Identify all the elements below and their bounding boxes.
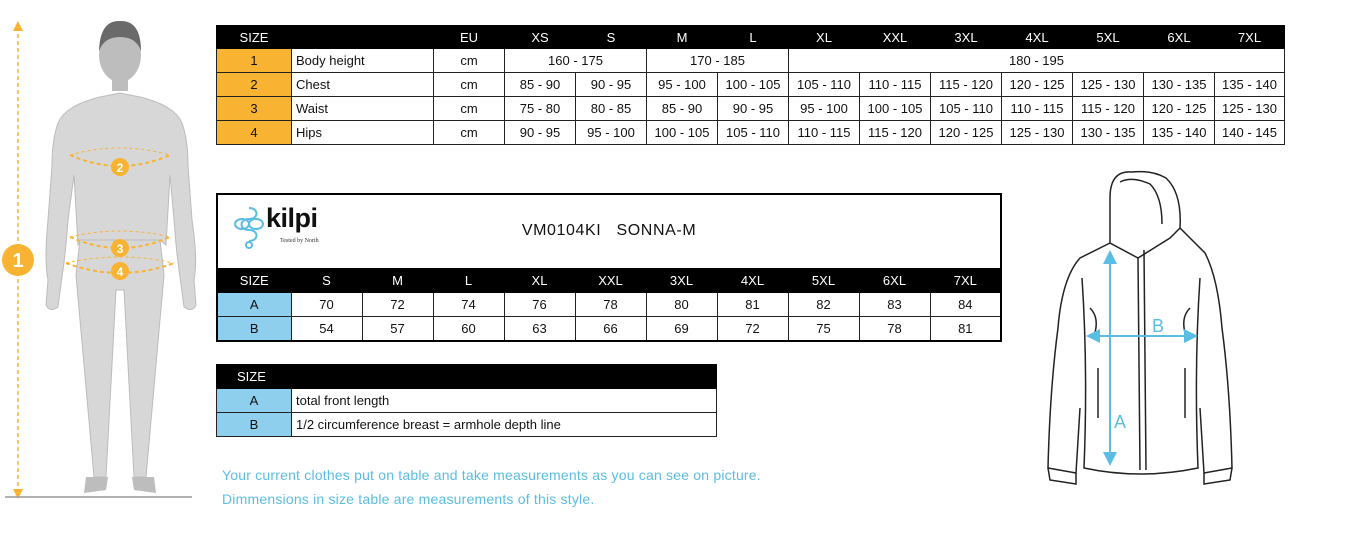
- unit-cell: cm: [434, 49, 505, 73]
- measurement-label-cell: B: [217, 413, 292, 437]
- size-value-cell: 95 - 100: [647, 73, 718, 97]
- measurement-description-cell: 1/2 circumference breast = armhole depth line: [292, 413, 717, 437]
- size-value-cell: 80: [646, 293, 717, 317]
- product-header-cell: 4XL: [717, 269, 788, 293]
- size-value-cell: 75 - 80: [505, 97, 576, 121]
- svg-text:2: 2: [116, 161, 124, 175]
- unit-cell: cm: [434, 73, 505, 97]
- row-number-cell: 3: [217, 97, 292, 121]
- size-value-cell: 84: [930, 293, 1001, 317]
- size-value-cell: 115 - 120: [931, 73, 1002, 97]
- general-size-table: [216, 25, 1285, 145]
- size-value-cell: 81: [717, 293, 788, 317]
- size-value-cell: 120 - 125: [931, 121, 1002, 145]
- size-value-cell: 100 - 105: [718, 73, 789, 97]
- size-value-cell: 90 - 95: [505, 121, 576, 145]
- size-value-cell: 120 - 125: [1002, 73, 1073, 97]
- general-header-cell: XL: [789, 26, 860, 49]
- size-value-cell: 140 - 145: [1215, 121, 1285, 145]
- svg-text:4: 4: [116, 265, 124, 279]
- size-value-cell: 115 - 120: [860, 121, 931, 145]
- product-header-cell: SIZE: [217, 269, 291, 293]
- badge-height: [2, 244, 34, 276]
- jacket-label-a: A: [1114, 412, 1127, 432]
- table-row: [217, 97, 1285, 121]
- general-header-cell: M: [647, 26, 718, 49]
- product-header-cell: 7XL: [930, 269, 1001, 293]
- table-row: [217, 293, 1001, 317]
- product-header-cell: XXL: [575, 269, 646, 293]
- table-row: [217, 317, 1001, 342]
- size-value-cell: 82: [788, 293, 859, 317]
- product-header-cell: L: [433, 269, 504, 293]
- product-header-cell: XL: [504, 269, 575, 293]
- general-header-cell: L: [718, 26, 789, 49]
- table-row: [217, 49, 1285, 73]
- size-value-cell: 105 - 110: [789, 73, 860, 97]
- size-value-cell: 57: [362, 317, 433, 342]
- badge-chest: [111, 158, 129, 176]
- size-value-cell: 78: [575, 293, 646, 317]
- measurement-label-cell: A: [217, 293, 291, 317]
- note-line-2: Dimmensions in size table are measurements of this style.: [222, 491, 595, 507]
- size-value-cell: 125 - 130: [1073, 73, 1144, 97]
- size-value-cell: 125 - 130: [1215, 97, 1285, 121]
- legend-header-row: [217, 365, 717, 389]
- jacket-label-b: B: [1152, 316, 1165, 336]
- size-value-cell: 54: [291, 317, 362, 342]
- size-value-cell: 110 - 115: [1002, 97, 1073, 121]
- size-value-cell: 66: [575, 317, 646, 342]
- unit-cell: cm: [434, 97, 505, 121]
- product-size-table: [216, 193, 1002, 342]
- general-header-cell: 3XL: [931, 26, 1002, 49]
- kilpi-logo-text: kilpi: [266, 203, 318, 233]
- general-header-cell: 5XL: [1073, 26, 1144, 49]
- measurement-name-cell: Hips: [292, 121, 434, 145]
- measurement-label-cell: B: [217, 317, 291, 342]
- size-value-cell: 75: [788, 317, 859, 342]
- size-value-cell: 90 - 95: [718, 97, 789, 121]
- size-value-cell: 95 - 100: [576, 121, 647, 145]
- size-value-cell: 85 - 90: [505, 73, 576, 97]
- product-header-cell: 6XL: [859, 269, 930, 293]
- size-value-cell: 110 - 115: [860, 73, 931, 97]
- general-header-cell: XXL: [860, 26, 931, 49]
- size-value-cell: 72: [717, 317, 788, 342]
- legend-header: SIZE: [217, 365, 292, 389]
- row-number-cell: 4: [217, 121, 292, 145]
- general-header-cell: 7XL: [1215, 26, 1285, 49]
- svg-text:1: 1: [12, 250, 24, 272]
- size-value-cell: 100 - 105: [860, 97, 931, 121]
- size-value-cell: 80 - 85: [576, 97, 647, 121]
- measurement-name-cell: Waist: [292, 97, 434, 121]
- size-value-cell: 78: [859, 317, 930, 342]
- general-header-cell: XS: [505, 26, 576, 49]
- size-value-cell: 120 - 125: [1144, 97, 1215, 121]
- size-value-cell: 125 - 130: [1002, 121, 1073, 145]
- size-value-cell: 95 - 100: [789, 97, 860, 121]
- size-value-cell: 105 - 110: [718, 121, 789, 145]
- size-range-cell: 170 - 185: [647, 49, 789, 73]
- size-value-cell: 110 - 115: [789, 121, 860, 145]
- general-header-cell: 4XL: [1002, 26, 1073, 49]
- size-value-cell: 83: [859, 293, 930, 317]
- general-header-cell: SIZE: [217, 26, 292, 49]
- size-value-cell: 72: [362, 293, 433, 317]
- size-value-cell: 76: [504, 293, 575, 317]
- general-header-cell: [292, 26, 434, 49]
- badge-waist: [111, 239, 129, 257]
- unit-cell: cm: [434, 121, 505, 145]
- row-number-cell: 2: [217, 73, 292, 97]
- product-header-cell: S: [291, 269, 362, 293]
- measurement-name-cell: Body height: [292, 49, 434, 73]
- general-header-cell: EU: [434, 26, 505, 49]
- measurement-name-cell: Chest: [292, 73, 434, 97]
- table-row: [217, 121, 1285, 145]
- product-code: VM0104KI SONNA-M: [521, 222, 697, 239]
- measurement-label-cell: A: [217, 389, 292, 413]
- product-header-row: [217, 269, 1001, 293]
- size-value-cell: 130 - 135: [1073, 121, 1144, 145]
- size-value-cell: 85 - 90: [647, 97, 718, 121]
- general-header-cell: 6XL: [1144, 26, 1215, 49]
- size-value-cell: 130 - 135: [1144, 73, 1215, 97]
- size-value-cell: 135 - 140: [1144, 121, 1215, 145]
- table-row: [217, 413, 717, 437]
- size-value-cell: 100 - 105: [647, 121, 718, 145]
- size-value-cell: 135 - 140: [1215, 73, 1285, 97]
- measurement-legend-table: [216, 364, 717, 437]
- table-row: [217, 389, 717, 413]
- general-header-row: [217, 26, 1285, 49]
- note-line-1: Your current clothes put on table and take measurements as you can see on picture.: [222, 467, 761, 483]
- size-value-cell: 60: [433, 317, 504, 342]
- size-value-cell: 69: [646, 317, 717, 342]
- size-value-cell: 115 - 120: [1073, 97, 1144, 121]
- svg-text:3: 3: [116, 242, 124, 256]
- jacket-measurement-figure: [1040, 168, 1240, 498]
- table-row: [217, 73, 1285, 97]
- kilpi-tagline: Tested by North: [280, 238, 319, 244]
- size-value-cell: 70: [291, 293, 362, 317]
- size-value-cell: 74: [433, 293, 504, 317]
- size-range-cell: 160 - 175: [505, 49, 647, 73]
- row-number-cell: 1: [217, 49, 292, 73]
- size-value-cell: 105 - 110: [931, 97, 1002, 121]
- size-value-cell: 63: [504, 317, 575, 342]
- product-header-cell: 5XL: [788, 269, 859, 293]
- product-header-cell: 3XL: [646, 269, 717, 293]
- product-header-cell: M: [362, 269, 433, 293]
- body-measurement-figure: [0, 15, 200, 505]
- measurement-description-cell: total front length: [292, 389, 717, 413]
- general-header-cell: S: [576, 26, 647, 49]
- badge-hips: [111, 262, 129, 280]
- size-value-cell: 90 - 95: [576, 73, 647, 97]
- size-value-cell: 81: [930, 317, 1001, 342]
- size-range-cell: 180 - 195: [789, 49, 1285, 73]
